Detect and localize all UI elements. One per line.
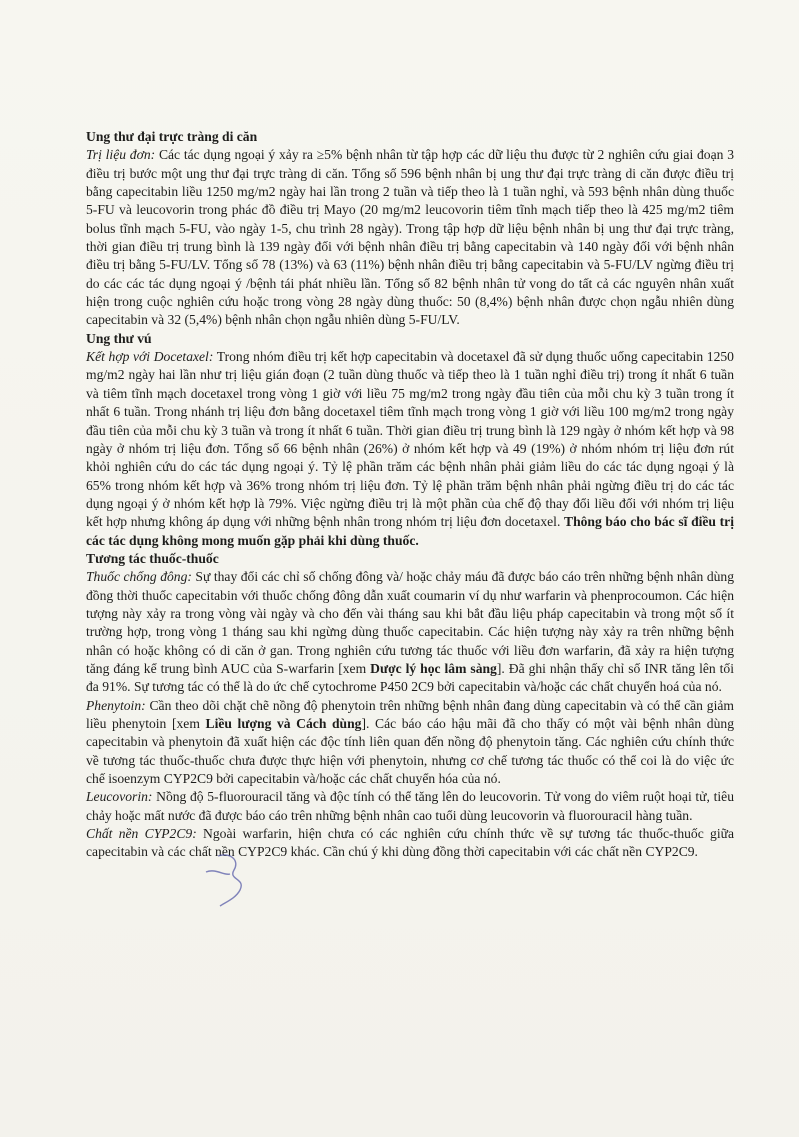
paragraph-lead-monotherapy: Trị liệu đơn: bbox=[86, 147, 156, 163]
paragraph-lead-docetaxel: Kết hợp với Docetaxel: bbox=[86, 349, 214, 365]
section-heading-colorectal: Ung thư đại trực tràng di căn bbox=[86, 129, 258, 144]
paragraph-text-docetaxel: Trong nhóm điều trị kết hợp capecitabin và docetaxel đã sử dụng thuốc uống capecitabin 1250 mg/m2 ngày hai lần như trị liệu gián đoạn (2 tuần dùng thuốc và tiếp theo là 1 tuần nghỉ điều trị) trong ít nhất 6 tuần và tiêm tĩnh mạch docetaxel trong vòng 1 giờ với liều 75 mg/m2 trong ngày đầu tiên của mỗi chu kỳ 3 tuần trong ít nhất 6 tuần. Trong nhánh trị liệu đơn bằng docetaxel tiêm tĩnh mạch trong vòng 1 giờ với liều 100 mg/m2 trong ngày đầu tiên của mỗi chu kỳ 3 tuần và trong ít nhất 6 tuần. Thời gian điều trị trung bình là 129 ngày ở nhóm kết hợp và 98 ngày ở nhóm trị liệu đơn. Tổng số 66 bệnh nhân (26%) ở nhóm kết hợp và 49 (19%) ở nhóm nhóm trị liệu đơn rút khỏi nghiên cứu do các tác dụng ngoại ý. Tỷ lệ phần trăm các bệnh nhân phải giảm liều do các tác dụng ngoại ý là 65% trong nhóm kết hợp và 36% trong nhóm trị liệu đơn. Tỷ lệ phần trăm bệnh nhân phải ngừng điều trị do các tác dụng ngoại ý ở nhóm kết hợp là 79%. Việc ngừng điều trị là một phần của chế độ thay đổi liều đối với nhóm trị liệu kết hợp nhưng không áp dụng với những bệnh nhân trong nhóm trị liệu đơn docetaxel. bbox=[86, 349, 734, 530]
paragraph-monotherapy bbox=[86, 146, 734, 329]
section-heading-breast: Ung thư vú bbox=[86, 330, 152, 346]
paragraph-anticoagulant bbox=[86, 568, 734, 696]
paragraph-bold-dosage: Liều lượng và Cách dùng bbox=[205, 716, 362, 731]
paragraph-text-cyp2c9: Ngoài warfarin, hiện chưa có các nghiên cứu chính thức về sự tương tác thuốc-thuốc giữa capecitabin và các chất nền CYP2C9 khác. Cần chú ý khi dùng đồng thời capecitabin với các chất nền CYP2C9. bbox=[86, 826, 734, 860]
document-body bbox=[86, 128, 734, 862]
paragraph-docetaxel bbox=[86, 348, 734, 550]
paragraph-text-anticoagulant-1: Sự thay đổi các chỉ số chống đông và/ hoặc chảy máu đã được báo cáo trên những bệnh nhân dùng đồng thời thuốc capecitabin với thuốc chống đông dẫn xuất coumarin ví dụ như warfarin và phenprocoumon. Các hiện tượng này xảy ra trong vòng vài ngày và cho đến vài tháng sau khi bắt đầu liệu pháp capecitabin và trong một số ít trường hợp, trong vòng 1 tháng sau khi ngừng dùng thuốc capecitabin. Các hiện tượng này xảy ra trên những bệnh nhân có hoặc không có di căn ở gan. Trong nghiên cứu tương tác thuốc với liều đơn warfarin, đã xảy ra hiện tượng tăng đáng kể trung bình AUC của S-warfarin [xem bbox=[86, 569, 735, 676]
paragraph-text-monotherapy: Các tác dụng ngoại ý xảy ra ≥5% bệnh nhân từ tập hợp các dữ liệu thu được từ 2 nghiên cứu giai đoạn 3 điều trị bước một ung thư đại trực tràng di căn. Tổng số 596 bệnh nhân bị ung thư đại trực tràng di căn được điều trị bằng capecitabin liều 1250 mg/m2 ngày hai lần trong 2 tuần và tiếp theo là 1 tuần nghỉ, và 593 bệnh nhân dùng thuốc 5-FU và leucovorin trong phác đồ điều trị Mayo (20 mg/m2 leucovorin tiêm tĩnh mạch tiếp theo là 425 mg/m2 tiêm bolus tĩnh mạch 5-FU, vào ngày 1-5, chu trình 28 ngày). Trong tập hợp dữ liệu bệnh nhân bị ung thư đại trực tràng, thời gian điều trị trung bình là 139 ngày đối với bệnh nhân điều trị bằng capecitabin và 140 ngày đối với bệnh nhân điều trị bằng 5-FU/LV. Tổng số 78 (13%) và 63 (11%) bệnh nhân điều trị bằng capecitabin và 5-FU/LV ngừng điều trị do các các tác dụng ngoại ý /bệnh tái phát nhiều lần. Tổng số 82 bệnh nhân tử vong do tất cả các nguyên nhân xuất hiện trong cuộc nghiên cứu hoặc trong vòng 28 ngày dùng thuốc: 50 (8,4%) bệnh nhân được chọn ngẫu nhiên dùng capecitabin và 32 (5,4%) bệnh nhân chọn ngẫu nhiên dùng 5-FU/LV. bbox=[86, 147, 734, 328]
paragraph-text-anticoagulant-2: ]. Đã ghi nhận thấy chỉ số INR tăng lên tối đa 91%. Sự tương tác có thể là do ức chế cytochrome P450 2C9 bởi capecitabin và/hoặc các chất chuyển hoá của nó. bbox=[86, 660, 734, 695]
paragraph-bold-pharmacology: Dược lý học lâm sàng bbox=[370, 660, 497, 676]
section-heading-interactions: Tương tác thuốc-thuốc bbox=[86, 550, 219, 566]
paragraph-lead-cyp2c9: Chất nền CYP2C9: bbox=[86, 826, 197, 842]
paragraph-text-phenytoin-1: Cần theo dõi chặt chẽ nồng độ phenytoin trên những bệnh nhân đang dùng capecitabin và có thể cần giảm liều phenytoin [xem bbox=[86, 697, 734, 731]
paragraph-bold-notice: Thông báo cho bác sĩ điều trị các tác dụng không mong muốn gặp phải khi dùng thuốc. bbox=[86, 514, 734, 548]
paragraph-cyp2c9 bbox=[86, 825, 734, 862]
paragraph-lead-leucovorin: Leucovorin: bbox=[86, 789, 153, 805]
paragraph-lead-phenytoin: Phenytoin: bbox=[86, 697, 146, 713]
paragraph-lead-anticoagulant: Thuốc chống đông: bbox=[86, 569, 192, 585]
paragraph-phenytoin bbox=[86, 697, 734, 789]
pen-scribble-mark bbox=[200, 848, 270, 908]
paragraph-text-leucovorin: Nồng độ 5-fluorouracil tăng và độc tính có thể tăng lên do leucovorin. Tử vong do viêm ruột hoại tử, tiêu chảy hoặc mất nước đã được báo cáo trên những bệnh nhân cao tuổi dùng leucovorin và fluorouracil hàng tuần. bbox=[86, 789, 734, 823]
paragraph-text-phenytoin-2: ]. Các báo cáo hậu mãi đã cho thấy có một vài bệnh nhân dùng capecitabin và phenytoin đã xuất hiện các độc tính liên quan đến nồng độ phenytoin tăng. Các nghiên cứu chính thức về tương tác thuốc-thuốc chưa được thực hiện với phenytoin, nhưng cơ chế tương tác thuốc có thể coi là do việc ức chế isoenzym CYP2C9 bởi capecitabin và/hoặc các chất chuyển hóa của nó. bbox=[86, 716, 734, 787]
paragraph-leucovorin bbox=[86, 788, 734, 825]
